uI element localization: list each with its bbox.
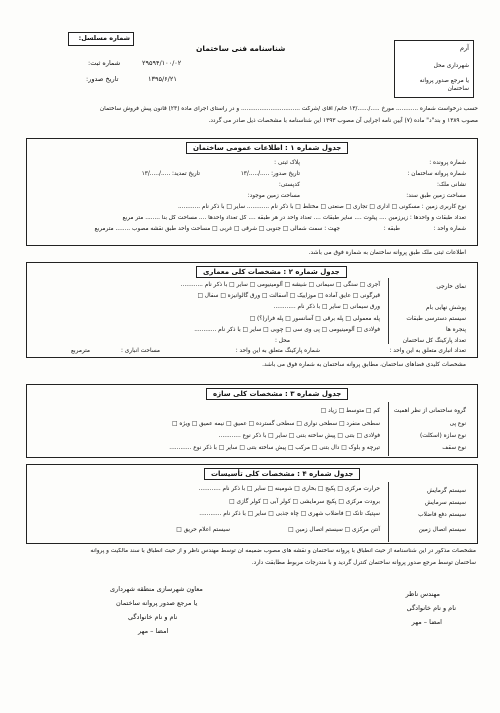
heating-row: حرارت مرکزی □ پکیج □ بخاری □ شومینه □ سایر □ با ذکر نام ............ — [198, 486, 380, 492]
closing-line-1: مشخصات مذکور در این شناسنامه از حیث انطباق با پروانه ساختمان و نقشه های مصوب ضمیمه آن توسط مهندس ناظر و از حیث انطباق با سند مالکیت و پروانه — [90, 548, 476, 554]
serial-number-box — [68, 32, 134, 46]
importance-label: گروه ساختمانی از نظر اهمیت — [393, 408, 466, 414]
deputy-title-1: معاون شهرسازی منطقه شهرداری — [110, 585, 203, 593]
serial-number-label: شماره مسلسل: — [78, 34, 130, 42]
storage-unit-field: تعداد انباری متعلق به این واحد : — [389, 348, 466, 354]
storage-area-unit: مترمربع — [70, 348, 90, 354]
extension-date-field: تاریخ تمدید: ...../...../۱۳ — [141, 171, 200, 177]
intro-line-2: مصوب ۱۳۸۹ و بند"د" ماده (۷) آیین نامه اجرایی آن مصوب ۱۳۹۳ این شناسنامه با مشخصات ذیل صادر می گردد. — [208, 118, 478, 124]
grounding-label: سیستم اتصال زمین — [418, 527, 466, 533]
facade-row-2: قیرگونی □ عایق آماده □ موزاییک □ آسفالت □ ورق گالوانیزه □ سفال □ — [197, 293, 380, 299]
deputy-name: نام و نام خانوادگی — [128, 613, 178, 621]
emblem-label: آرم — [460, 44, 469, 52]
supervisor-title: مهندس ناظر — [405, 590, 440, 598]
supervisor-name: نام و نام خانوادگی — [406, 604, 456, 612]
file-number-field: شماره پرونده : — [429, 160, 466, 166]
section-4-title: جدول شماره ۴ : مشخصات کلی تأسیسات — [204, 468, 360, 480]
floors-count-row: تعداد طبقات و واحدها : زیرزمین .... پیلوت .... سایر طبقات .... تعداد واحد در هر طبقه .... کل تعداد واحدها .... مساحت کل بنا ........ متر مربع — [122, 215, 466, 221]
sewage-row: سپتیک تانک □ فاضلاب شهری □ چاه جذبی □ سایر □ با ذکر نام ............ — [199, 511, 380, 517]
foundation-row: سطحی منفرد □ سطحی نواری □ سطحی گسترده □ عمیق □ نیمه عمیق □ ویژه □ — [172, 421, 380, 427]
plate-field: پلاک ثبتی : — [274, 160, 300, 166]
section-3-title: جدول شماره ۳ : مشخصات کلی سازه — [206, 388, 348, 400]
slab-label: نوع سقف — [442, 445, 466, 451]
document-title: شناسنامه فنی ساختمان — [196, 44, 286, 53]
cooling-label: سیستم سرمایش — [424, 500, 466, 506]
land-area-existing-field: مساحت زمین موجود: — [247, 193, 300, 199]
window-label: پنجره ها — [445, 327, 466, 333]
section-2-footnote: مشخصات کلیدی فضاهای ساختمان، مطابق پروانه ساختمان به شماره فوق می باشد. — [262, 362, 466, 368]
facade-row-1: آجری □ سنگی □ سیمانی □ شیشه □ آلومینیومی □ سایر □ با ذکر نام ............ — [180, 282, 380, 288]
section-1-title: جدول شماره ۱ : اطلاعات عمومی ساختمان — [186, 142, 348, 154]
emblem-box — [394, 40, 474, 98]
window-row: فولادی □ آلومینیومی □ پی وی سی □ چوبی □ سایر □ با ذکر نام ............ — [194, 327, 380, 333]
sewage-label: سیستم دفع فاضلاب — [418, 512, 466, 518]
structure-label: نوع سازه (اسکلت) — [419, 433, 466, 439]
storage-area-field: مساحت انباری : — [120, 348, 160, 354]
foundation-label: نوع پی — [449, 421, 466, 427]
serial-number-value: ۲۹۵۹۴/۱۰۰/۰۲ — [142, 59, 182, 67]
facade-row-3: ورق سیمانی □ سایر □ با ذکر نام ............ — [273, 304, 380, 310]
deputy-sign: امضا – مهر — [138, 627, 169, 635]
issue-date-label: تاریخ صدور: — [86, 75, 119, 83]
issue-date-field: تاریخ صدور: ...../...../۱۳ — [240, 171, 300, 177]
usage-type-row: نوع کاربری زمین : مسکونی □ اداری □ تجاری □ صنعتی □ مختلط □ با ذکر نام ............ سایر □ با ذکر نام ............ — [177, 204, 466, 210]
parking-location: محل : — [274, 338, 290, 344]
address-field: نشانی ملک: — [436, 182, 466, 188]
intro-line-1: حسب درخواست شماره ............ مورخ ...../....../۱۳ خانم/ آقای /شرکت ................................ و در راستای اجرای ماده (۲۳) قانون پیش فروش ساختمان — [99, 106, 478, 112]
supervisor-sign: امضا – مهر — [411, 618, 442, 626]
municipality-label: شهرداری محل — [433, 63, 469, 69]
access-label: سیستم دسترسی طبقات — [406, 316, 466, 322]
issue-date-value: ۱۳۹۵/۶/۲۱ — [148, 75, 177, 83]
cooling-row: برودت مرکزی □ پکیج سرمایشی □ کولر آبی □ کولر گازی □ — [229, 499, 380, 505]
permit-number-field: شماره پروانه ساختمان : — [407, 171, 466, 177]
structure-row: فولادی □ بتنی □ پیش ساخته بتنی □ سایر □ با ذکر نوع ............ — [218, 433, 380, 439]
issuing-authority-label: یا مرجع صدور پروانه ساختمان — [419, 78, 469, 92]
slab-row: تیرچه و بلوک □ دال بتنی □ مرکب □ پیش ساخته بتنی □ سایر □ با ذکر نوع ............ — [169, 445, 380, 451]
roof-label: پوشش نهایی بام — [425, 305, 466, 311]
postal-code-field: کدپستی: — [278, 182, 300, 188]
section-2-title: جدول شماره ۲ : مشخصات کلی معماری — [196, 266, 347, 278]
unit-number-field: شماره واحد : — [433, 226, 466, 232]
parking-unit-field: شماره پارکینگ متعلق به این واحد : — [235, 348, 320, 354]
heating-label: سیستم گرمایش — [426, 488, 466, 494]
importance-row: کم □ متوسط □ زیاد □ — [320, 408, 380, 414]
direction-row: جهت : سمت شمالی □ جنوبی □ شرقی □ غربی □ مساحت واحد طبق نقشه مصوب ........ مترمربع — [94, 226, 340, 232]
floor-field: طبقه : — [383, 226, 400, 232]
grounding-row: آنتن مرکزی □ سیستم اتصال زمین □ — [288, 527, 380, 533]
facade-label: نمای خارجی — [436, 284, 466, 290]
land-area-deed-field: مساحت زمین طبق سند: — [406, 193, 466, 199]
access-row: پله معمولی □ پله برقی □ آسانسور □ پله فرار(؟) □ — [249, 316, 380, 322]
deputy-title-2: یا مرجع صدور پروانه ساختمان — [116, 599, 198, 607]
record-number-label: شماره ثبت: — [88, 59, 121, 67]
parking-label: تعداد پارکینگ کل ساختمان — [402, 338, 466, 344]
closing-line-2: ساختمان توسط مرجع صدور پروانه ساختمان کنترل گردید و با مندرجات مربوط مطابقت دارد. — [251, 560, 476, 566]
fire-alarm-row: سیستم اعلام حریق □ — [176, 527, 230, 533]
section-1-footnote: اطلاعات ثبتی ملک طبق پروانه ساختمان به شماره فوق می باشد. — [308, 250, 466, 256]
